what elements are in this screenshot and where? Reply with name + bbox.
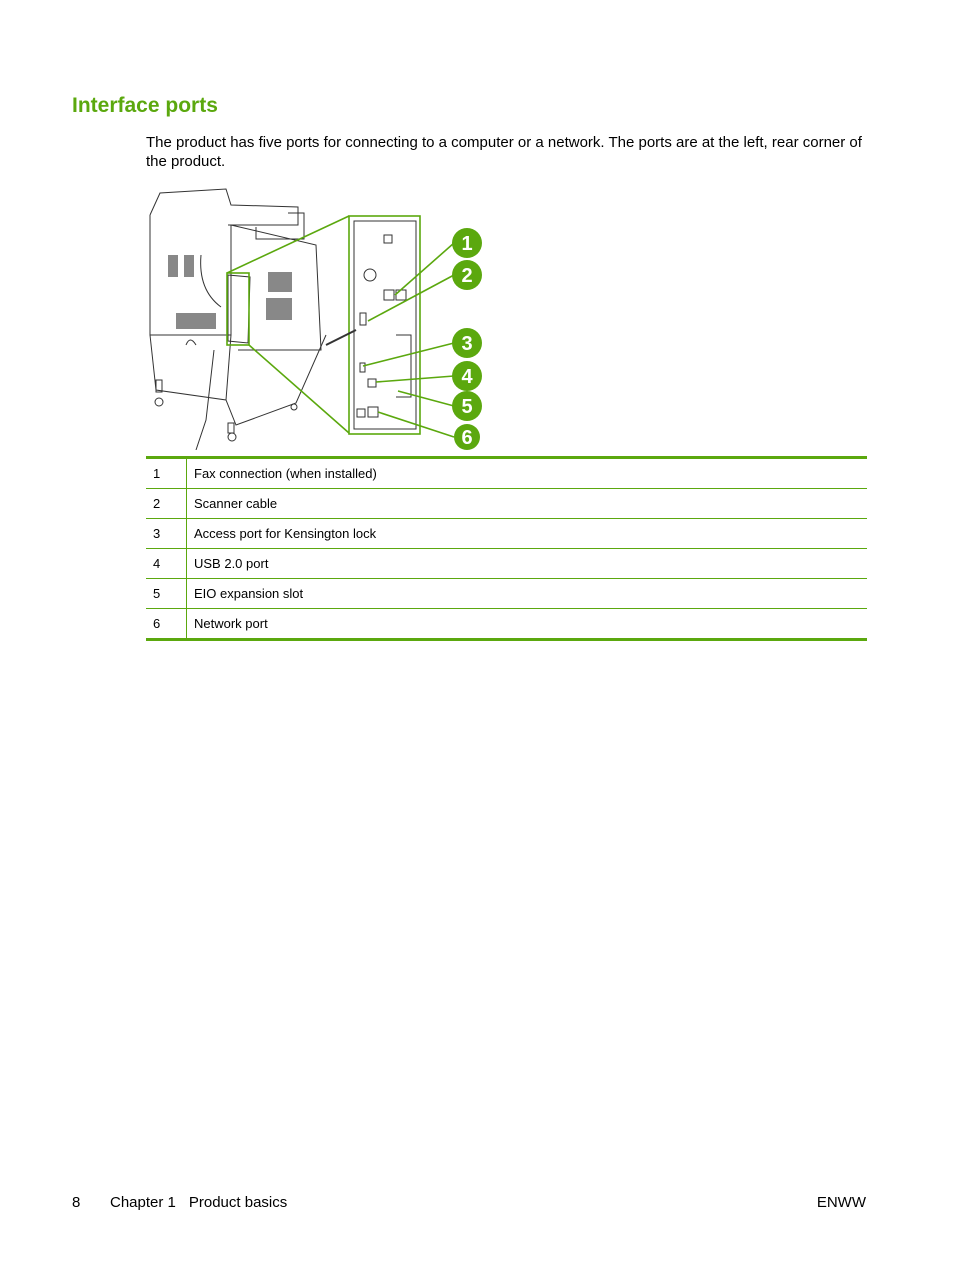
section-heading: Interface ports <box>72 94 218 117</box>
chapter-reference <box>110 1194 287 1211</box>
ports-highlight-box <box>227 273 249 345</box>
scanner-cable <box>201 255 221 307</box>
port-description: Fax connection (when installed) <box>194 466 377 481</box>
svg-text:2: 2 <box>461 265 473 287</box>
callout-6 <box>454 424 480 450</box>
product-output-tray <box>256 213 304 239</box>
scanner-cable-connector <box>360 313 366 325</box>
table-row <box>146 489 867 519</box>
table-row <box>146 549 867 579</box>
svg-text:6: 6 <box>461 427 473 449</box>
table-row <box>146 579 867 609</box>
eio-expansion-slot <box>396 335 411 397</box>
port-number: 4 <box>146 549 187 579</box>
svg-text:5: 5 <box>461 396 473 418</box>
intro-paragraph: The product has five ports for connecting to a computer or a network. The ports are at the left, rear corner of the product. <box>146 134 862 170</box>
svg-text:1: 1 <box>461 233 473 255</box>
svg-text:4: 4 <box>461 366 473 388</box>
kensington-lock-port <box>360 363 365 372</box>
table-row <box>146 458 867 489</box>
table-row <box>146 519 867 549</box>
ports-detail-panel <box>326 221 416 429</box>
usb-port <box>368 379 376 387</box>
table-row <box>146 609 867 640</box>
power-cable <box>196 350 214 450</box>
ports-table <box>146 456 867 641</box>
port-number: 2 <box>146 489 187 519</box>
callout-4 <box>452 361 482 391</box>
port-description: Scanner cable <box>187 489 868 519</box>
port-description: USB 2.0 port <box>187 549 868 579</box>
callout-1 <box>452 228 482 258</box>
port-number: 3 <box>146 519 187 549</box>
callout-3 <box>452 328 482 358</box>
callout-2 <box>452 260 482 290</box>
svg-text:3: 3 <box>461 333 473 355</box>
product-scanner-top <box>150 189 298 225</box>
page-number: 8 <box>72 1194 81 1211</box>
port-description: Network port <box>187 609 868 640</box>
callout-5 <box>452 391 482 421</box>
locale-label: ENWW <box>816 1194 866 1211</box>
product-rear-ports-illustration <box>146 185 491 450</box>
port-number: 5 <box>146 579 187 609</box>
port-number: 1 <box>146 458 187 489</box>
port-number: 6 <box>146 609 187 640</box>
product-lower-cabinet <box>150 335 326 425</box>
fax-port <box>384 290 394 300</box>
port-description: Access port for Kensington lock <box>187 519 868 549</box>
chapter-label: Chapter 1 <box>110 1194 176 1211</box>
chapter-title: Product basics <box>188 1194 288 1211</box>
port-description: EIO expansion slot <box>187 579 868 609</box>
network-port <box>368 407 378 417</box>
